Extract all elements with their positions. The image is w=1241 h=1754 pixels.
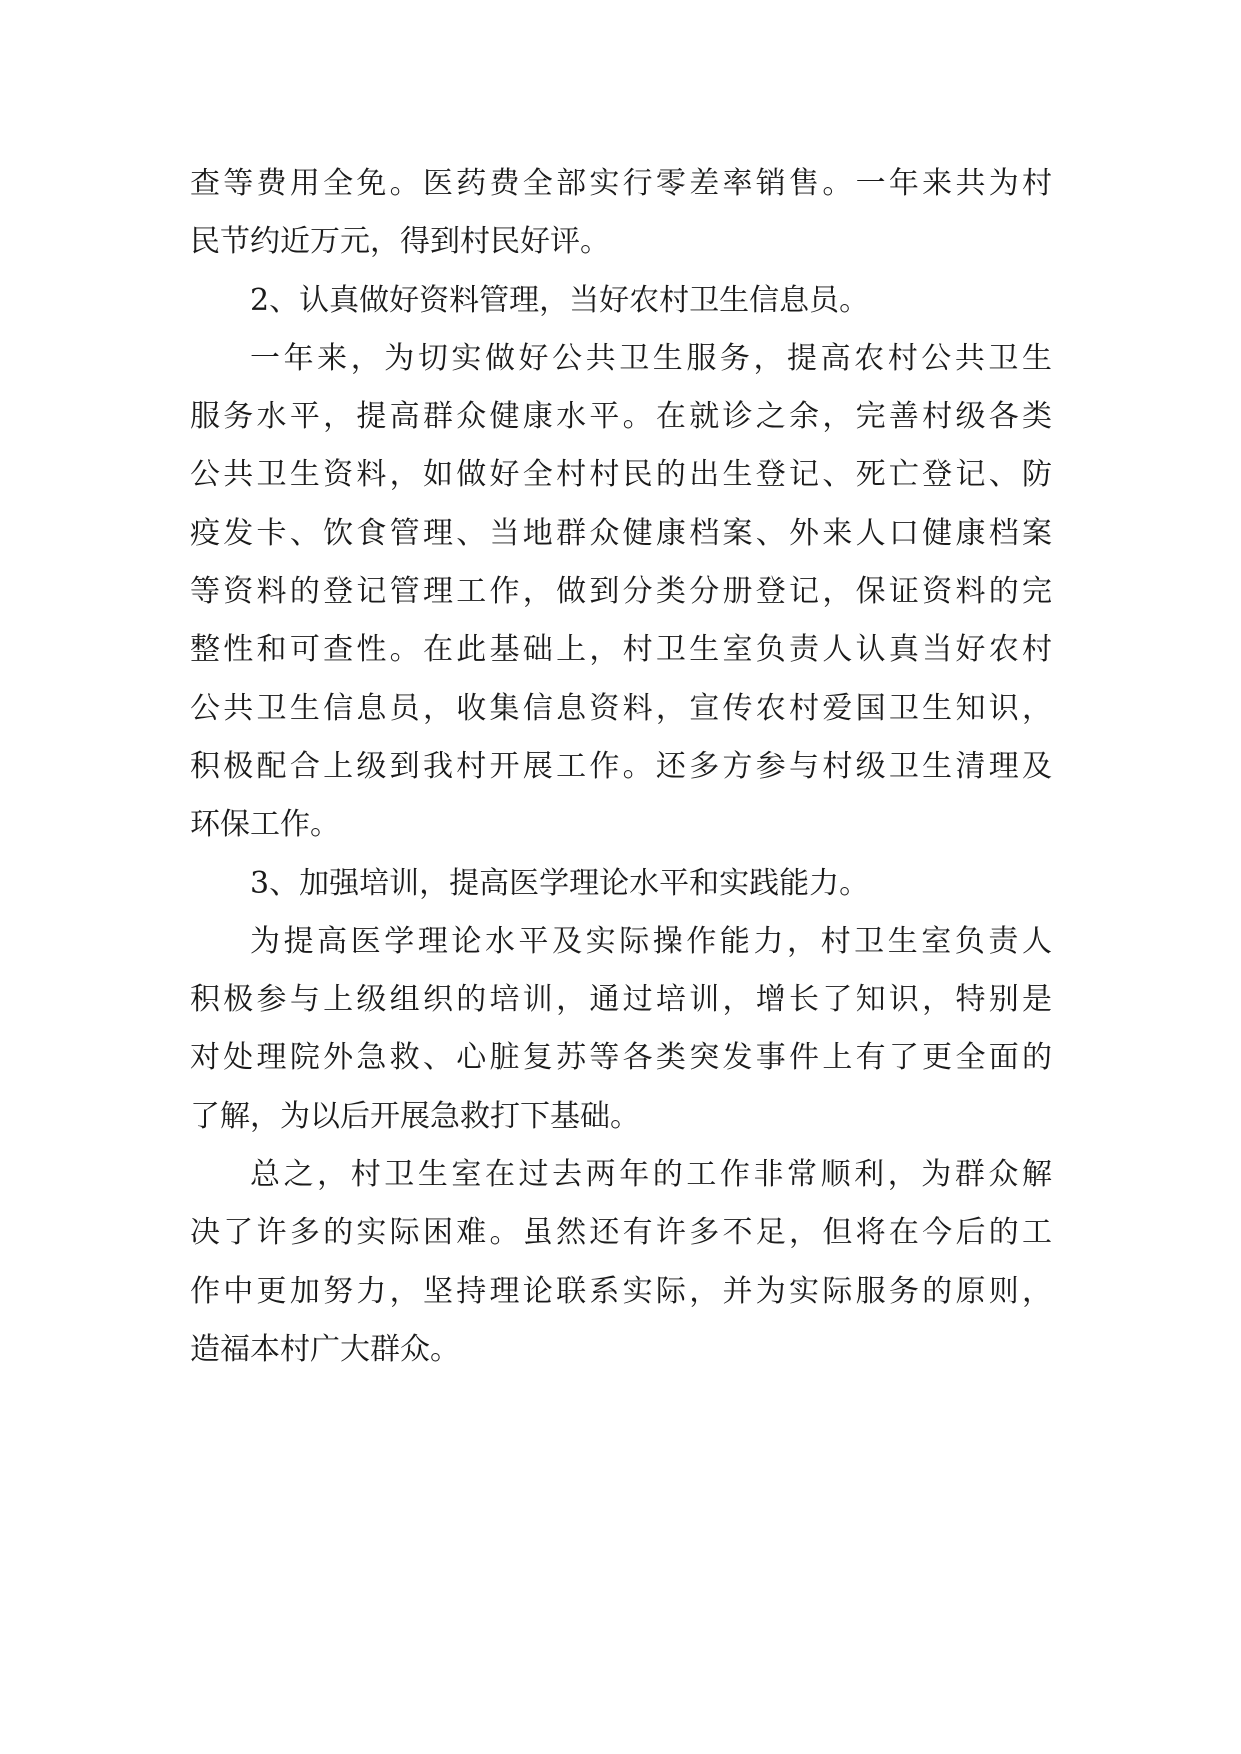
- text-line: 作中更加努力，坚持理论联系实际，并为实际服务的原则，: [190, 1273, 1052, 1309]
- paragraph: [190, 913, 1052, 1146]
- text-line: 公共卫生信息员，收集信息资料，宣传农村爱国卫生知识，: [190, 690, 1052, 726]
- text-line: 积极参与上级组织的培训，通过培训，增长了知识，特别是: [190, 982, 1052, 1018]
- text-line: 疫发卡、饮食管理、当地群众健康档案、外来人口健康档案: [190, 515, 1052, 551]
- text-line: 服务水平，提高群众健康水平。在就诊之余，完善村级各类: [190, 399, 1052, 435]
- text-line: 2、认真做好资料管理，当好农村卫生信息员。: [250, 282, 870, 318]
- text-line: 公共卫生资料，如做好全村村民的出生登记、死亡登记、防: [190, 457, 1052, 493]
- text-line: 民节约近万元，得到村民好评。: [190, 224, 610, 260]
- text-line: 查等费用全免。医药费全部实行零差率销售。一年来共为村: [190, 166, 1052, 201]
- text-line: 总之，村卫生室在过去两年的工作非常顺利，为群众解: [250, 1157, 1052, 1193]
- paragraph: [190, 1146, 1052, 1379]
- text-line: 为提高医学理论水平及实际操作能力，村卫生室负责人: [250, 923, 1052, 959]
- text-line: 造福本村广大群众。: [190, 1331, 460, 1367]
- text-line: 等资料的登记管理工作，做到分类分册登记，保证资料的完: [190, 574, 1052, 610]
- paragraph: [190, 330, 1052, 855]
- text-line: 一年来，为切实做好公共卫生服务，提高农村公共卫生: [250, 340, 1052, 376]
- paragraph: [190, 155, 1052, 272]
- document-body: [190, 155, 1052, 1379]
- section-heading: [190, 272, 1052, 330]
- section-heading: [190, 855, 1052, 913]
- text-line: 3、加强培训，提高医学理论水平和实践能力。: [250, 865, 870, 901]
- text-line: 整性和可查性。在此基础上，村卫生室负责人认真当好农村: [190, 632, 1052, 668]
- text-line: 环保工作。: [190, 807, 340, 843]
- text-line: 积极配合上级到我村开展工作。还多方参与村级卫生清理及: [190, 748, 1052, 784]
- text-line: 了解，为以后开展急救打下基础。: [190, 1098, 640, 1134]
- text-line: 对处理院外急救、心脏复苏等各类突发事件上有了更全面的: [190, 1040, 1052, 1076]
- text-line: 决了许多的实际困难。虽然还有许多不足，但将在今后的工: [190, 1215, 1052, 1251]
